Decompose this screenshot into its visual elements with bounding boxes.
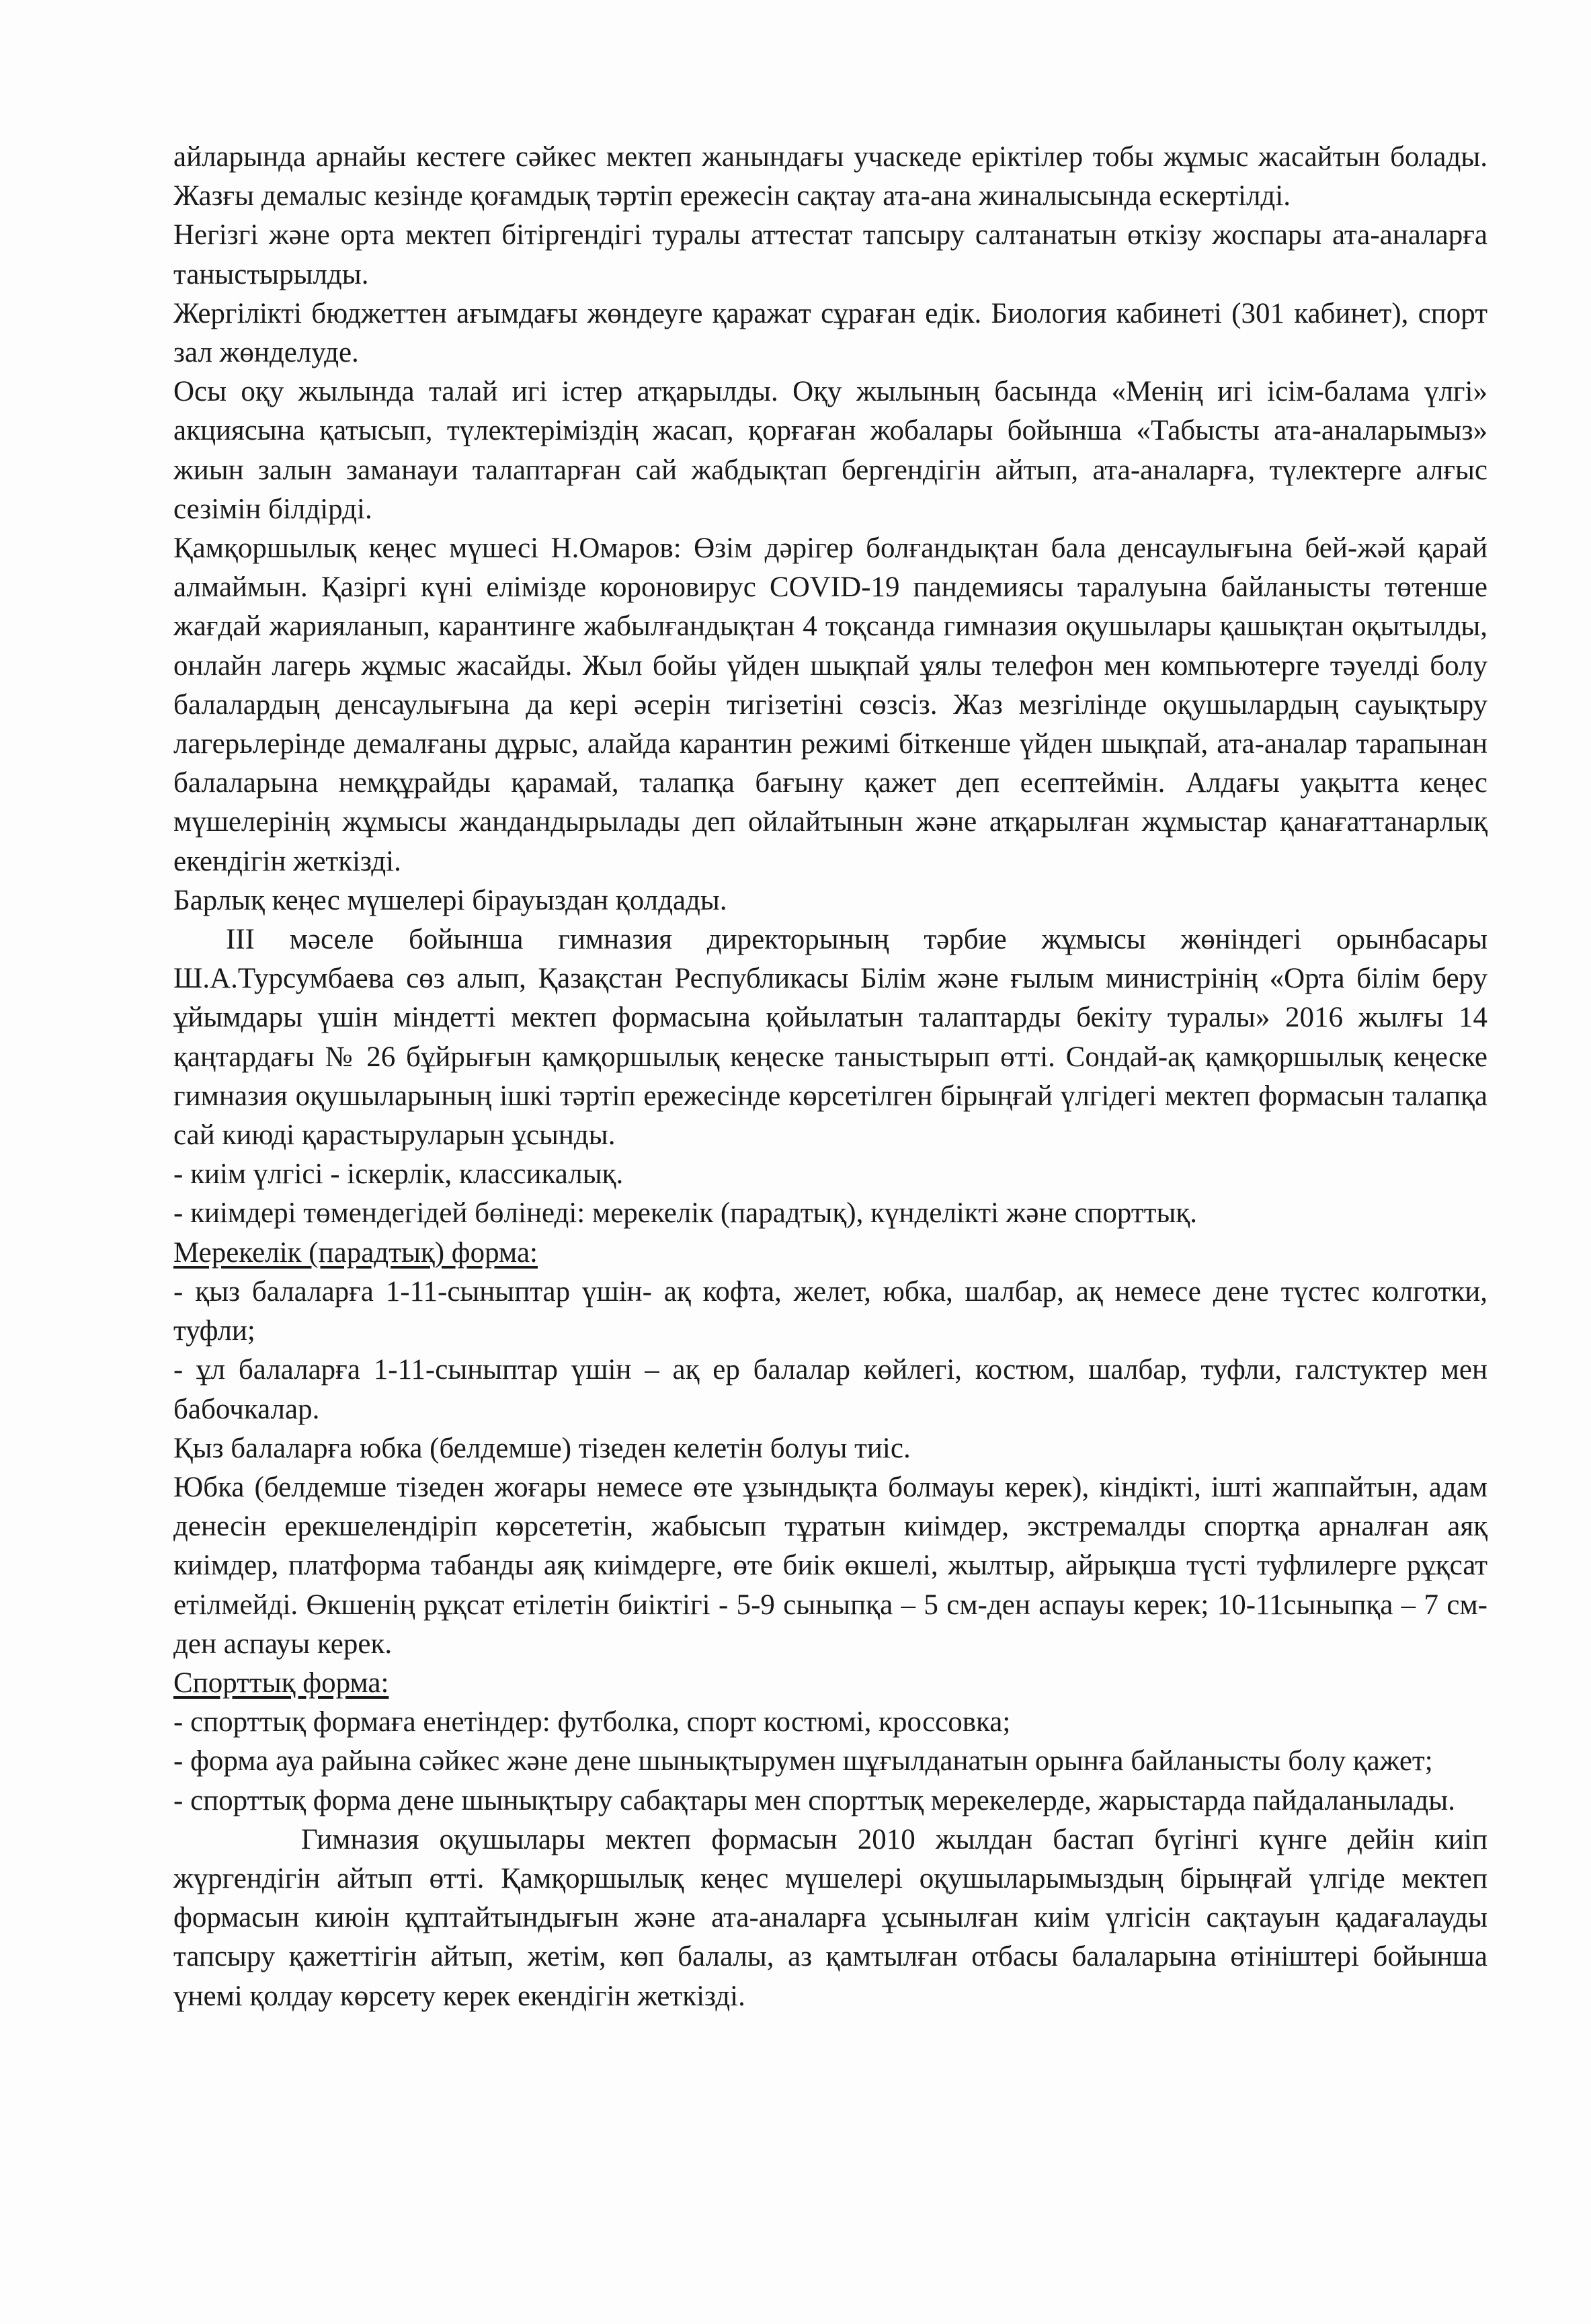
list-item-sport-usage: - спорттық форма дене шынықтыру сабақтары мен спорттық мерекелерде, жарыстарда пайдаланылады. xyxy=(173,1784,1455,1816)
paragraph-skirt-length: Қыз балаларға юбка (белдемше) тізеден келетін болуы тиіс. xyxy=(173,1432,911,1464)
list-item-boys-uniform: - ұл балаларға 1-11-сыныптар үшін – ақ ер балалар көйлегі, костюм, шалбар, туфли, галстуктер мен бабочкалар. xyxy=(173,1354,1487,1425)
document-body xyxy=(173,138,1487,2016)
section-heading-formal-uniform: Мерекелік (парадтық) форма: xyxy=(173,1236,538,1269)
section-heading-sport-uniform: Спорттық форма: xyxy=(173,1667,389,1699)
paragraph-volunteers: айларында арнайы кестеге сәйкес мектеп жанындағы учаскеде еріктілер тобы жұмыс жасайтын болады. Жазғы демалыс кезінде қоғамдық тәртіп ережесін сақтау ата-ана жиналысында ескертілді. xyxy=(173,141,1487,212)
paragraph-graduation: Негізгі және орта мектеп бітіргендігі туралы аттестат тапсыру салтанатын өткізу жоспары ата-аналарға таныстырылды. xyxy=(173,219,1487,290)
paragraph-restrictions: Юбка (белдемше тізеден жоғары немесе өте ұзындықта болмауы керек), кіндікті, ішті жаппайтын, адам денесін ерекшелендіріп көрсететін, жабысып тұратын киімдер, экстремалды спортқа арналған аяқ киімдер, платформа табанды аяқ киімдерге, өте биік өкшелі, жылтыр, айрықша түсті туфлилерге рұқсат етілмейді. Өкшенің рұқсат етілетін биіктігі - 5-9 сыныпқа – 5 см-ден аспауы керек; 10-11сыныпқа – 7 см-ден аспауы керек. xyxy=(173,1471,1487,1660)
paragraph-budget: Жергілікті бюджеттен ағымдағы жөндеуге қаражат сұраған едік. Биология кабинеті (301 кабинет), спорт зал жөнделуде. xyxy=(173,297,1487,369)
paragraph-achievements: Осы оқу жылында талай игі істер атқарылды. Оқу жылының басында «Менің игі ісім-балама үлгі» акциясына қатысып, түлектеріміздің жасап, қорғаған жобалары бойынша «Табысты ата-аналарымыз» жиын залын заманауи талаптарған сай жабдықтап бергендігін айтып, ата-аналарға, түлектерге алғыс сезімін білдірді. xyxy=(173,376,1487,525)
paragraph-issue-three: ІІІ мәселе бойынша гимназия директорының тәрбие жұмысы жөніндегі орынбасары Ш.А.Турсумбаева сөз алып, Қазақстан Республикасы Білім және ғылым министрінің «Орта білім беру ұйымдары үшін міндетті мектеп формасына қойылатын талаптарды бекіту туралы» 2016 жылғы 14 қаңтардағы № 26 бұйрығын қамқоршылық кеңеске таныстырып өтті. Сондай-ақ қамқоршылық кеңеске гимназия оқушыларының ішкі тәртіп ережесінде көрсетілген бірыңғай үлгідегі мектеп формасын талапқа сай киюді қарастыруларын ұсынды. xyxy=(173,924,1487,1152)
paragraph-omarov-speech: Қамқоршылық кеңес мүшесі Н.Омаров: Өзім дәрігер болғандықтан бала денсаулығына бей-жәй қарай алмаймын. Қазіргі күні елімізде короновирус COVID-19 пандемиясы таралуына байланысты төтенше жағдай жарияланып, карантинге жабылғандықтан 4 тоқсанда гимназия оқушылары қашықтан оқытылды, онлайн лагерь жұмыс жасайды. Жыл бойы үйден шықпай ұялы телефон мен компьютерге тәуелді болу балалардың денсаулығына да кері әсерін тигізетіні сөзсіз. Жаз мезгілінде оқушылардың сауықтыру лагерьлерінде демалғаны дұрыс, алайда карантин режимі біткенше үйден шықпай, ата-аналар тарапынан балаларына немқұрайды қарамай, талапқа бағыну қажет деп есептеймін. Алдағы уақытта кеңес мүшелерінің жұмысы жандандырылады деп ойлайтынын және атқарылған жұмыстар қанағаттанарлық екендігін жеткізді. xyxy=(173,532,1487,877)
list-item-sport-items: - спорттық формаға енетіндер: футболка, спорт костюмі, кроссовка; xyxy=(173,1706,1011,1738)
list-item-girls-uniform: - қыз балаларға 1-11-сыныптар үшін- ақ кофта, желет, юбка, шалбар, ақ немесе дене түстес колготки, туфли; xyxy=(173,1275,1487,1347)
list-item-clothing-types: - киімдері төмендегідей бөлінеді: мерекелік (парадтық), күнделікті және спорттық. xyxy=(173,1197,1197,1230)
list-item-clothing-style: - киім үлгісі - іскерлік, классикалық. xyxy=(173,1158,624,1191)
paragraph-unanimous: Барлық кеңес мүшелері бірауыздан қолдады. xyxy=(173,884,727,916)
paragraph-conclusion: Гимназия оқушылары мектеп формасын 2010 жылдан бастап бүгінгі күнге дейін киіп жүргендігін айтып өтті. Қамқоршылық кеңес мүшелері оқушыларымыздың бірыңғай үлгіде мектеп формасын киюін құптайтындығын және ата-аналарға ұсынылған киім үлгісін сақтауын қадағалауды тапсыру қажеттігін айтып, жетім, көп балалы, аз қамтылған отбасы балаларына өтініштері бойынша үнемі қолдау көрсету керек екендігін жеткізді. xyxy=(173,1823,1487,2012)
list-item-sport-weather: - форма ауа райына сәйкес және дене шынықтырумен шұғылданатын орынға байланысты болу қажет; xyxy=(173,1745,1433,1777)
